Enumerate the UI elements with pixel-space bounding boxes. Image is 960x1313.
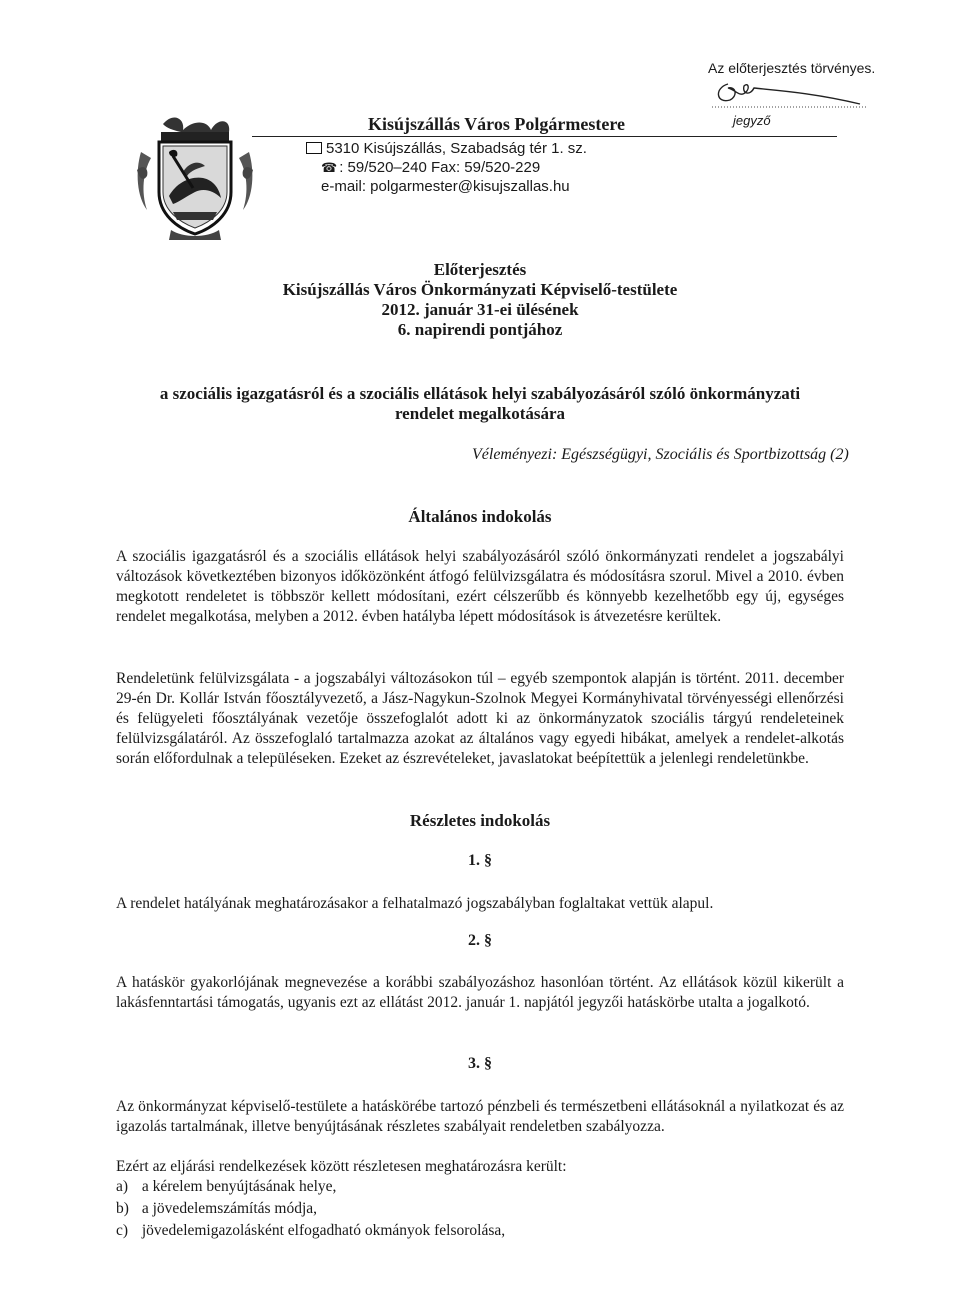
letterhead-title: Kisújszállás Város Polgármestere — [368, 114, 625, 134]
section-2-label: 2. § — [468, 932, 492, 949]
address-text: 5310 Kisújszállás, Szabadság tér 1. sz. — [326, 140, 587, 157]
general-paragraph-1-text: A szociális igazgatásról és a szociális ellátások helyi szabályozásáról szóló önkormányzati rendelet a jogszabályi változások következtében bizonyos időközönként átfogó felülvizsgálatra és módosításra szorul. Mivel a 2010. évben megkotott rendeletet is többször kellett módosítani, ezért célszerűbb és könnyebb kezelhetőbb egy új, egységes rendelet megalkotása, melyben a 2012. évben hatályba lépett módosítások is átvezetésre kerültek. — [116, 548, 844, 625]
general-paragraph-2-text: Rendeletünk felülvizsgálata - a jogszabályi változásokon túl – egyéb szempontok alapján is történt. 2011. december 29-én Dr. Kollár István főosztályvezető, a Jász-Nagykun-Szolnok Megyei Kormányhivatal törvényességi ellenőrzési és felügyeleti főosztályának vezetője összefoglalót adott ki az önkormányzatok szociális tárgyú rendeleteinek felülvizsgálatáról. Az összefoglaló tartalmazza azokat az általános vagy egyedi hibákat, amelyek a rendelet-alkotás során előfordulnak a településeken. Ezeket az észrevételeket, javaslatokat beépítettük a jelenlegi rendeletünkbe. — [116, 670, 844, 767]
signature-icon — [710, 74, 870, 110]
section-3-label: 3. § — [468, 1055, 492, 1072]
letterhead-divider — [252, 136, 837, 137]
mail-icon — [306, 142, 322, 154]
phone-icon: ☎ — [321, 160, 338, 175]
meeting-date: 2012. január 31-ei ülésének — [381, 300, 579, 319]
list-item-text: a kérelem benyújtásának helye, — [141, 1178, 337, 1195]
list-item — [116, 1198, 505, 1220]
section-2-paragraph — [116, 973, 844, 1013]
section-3-paragraph — [116, 1097, 844, 1137]
letterhead-phone-line — [321, 159, 540, 176]
agenda-item: 6. napirendi pontjához — [397, 320, 563, 339]
general-paragraph-2 — [116, 669, 844, 769]
document-type: Előterjesztés — [433, 260, 527, 279]
procedure-list — [116, 1176, 505, 1242]
list-item-text: a jövedelemszámítás módja, — [141, 1200, 318, 1217]
subject-line-2: rendelet megalkotására — [394, 404, 566, 423]
section-3-intro-text: Ezért az eljárási rendelkezések között részletesen meghatározásra került: — [116, 1158, 567, 1175]
list-item-text: jövedelemigazolásként elfogadható okmányok felsorolása, — [141, 1222, 506, 1239]
general-justification-heading: Általános indokolás — [408, 507, 552, 526]
stamp-signatory: jegyző — [733, 113, 771, 128]
stamp-text: Az előterjesztés törvényes. — [708, 60, 876, 76]
detailed-justification-heading: Részletes indokolás — [409, 811, 551, 830]
section-3-text: Az önkormányzat képviselő-testülete a hatáskörébe tartozó pénzbeli és természetbeni ellátásoknál a nyilatkozat és az igazolás tartalmának, illetve benyújtásának részletes szabályait rendeletben szabályozza. — [116, 1098, 844, 1135]
list-item — [116, 1176, 505, 1198]
subject-line-1: a szociális igazgatásról és a szociális ellátások helyi szabályozásáról szóló önkormányzati — [159, 384, 801, 403]
letterhead-email: e-mail: polgarmester@kisujszallas.hu — [321, 178, 570, 195]
list-item-key: a) — [116, 1178, 129, 1195]
letterhead-address-line — [306, 140, 587, 157]
council-name: Kisújszállás Város Önkormányzati Képviselő-testülete — [282, 280, 678, 299]
list-item — [116, 1220, 505, 1242]
section-1-label: 1. § — [468, 852, 492, 869]
phone-text: : 59/520–240 Fax: 59/520-229 — [339, 159, 541, 176]
list-item-key: b) — [116, 1200, 129, 1217]
section-2-text: A hatáskör gyakorlójának megnevezése a korábbi szabályozáshoz hasonlóan történt. Az ellátások közül kikerült a lakásfenntartási támogatás, ugyanis ezt az ellátást 2012. január 1. napjától jegyzői hatáskörbe utalta a jogalkotó. — [116, 974, 844, 1011]
list-item-key: c) — [116, 1222, 129, 1239]
reviewer-committee: Véleményezi: Egészségügyi, Szociális és Sportbizottság (2) — [472, 446, 849, 463]
section-1-paragraph — [116, 894, 844, 914]
coat-of-arms-icon — [133, 112, 257, 242]
section-1-text: A rendelet hatályának meghatározásakor a felhatalmazó jogszabályban foglaltakat vettük alapul. — [116, 895, 714, 912]
general-paragraph-1 — [116, 547, 844, 627]
section-3-intro — [116, 1157, 844, 1177]
